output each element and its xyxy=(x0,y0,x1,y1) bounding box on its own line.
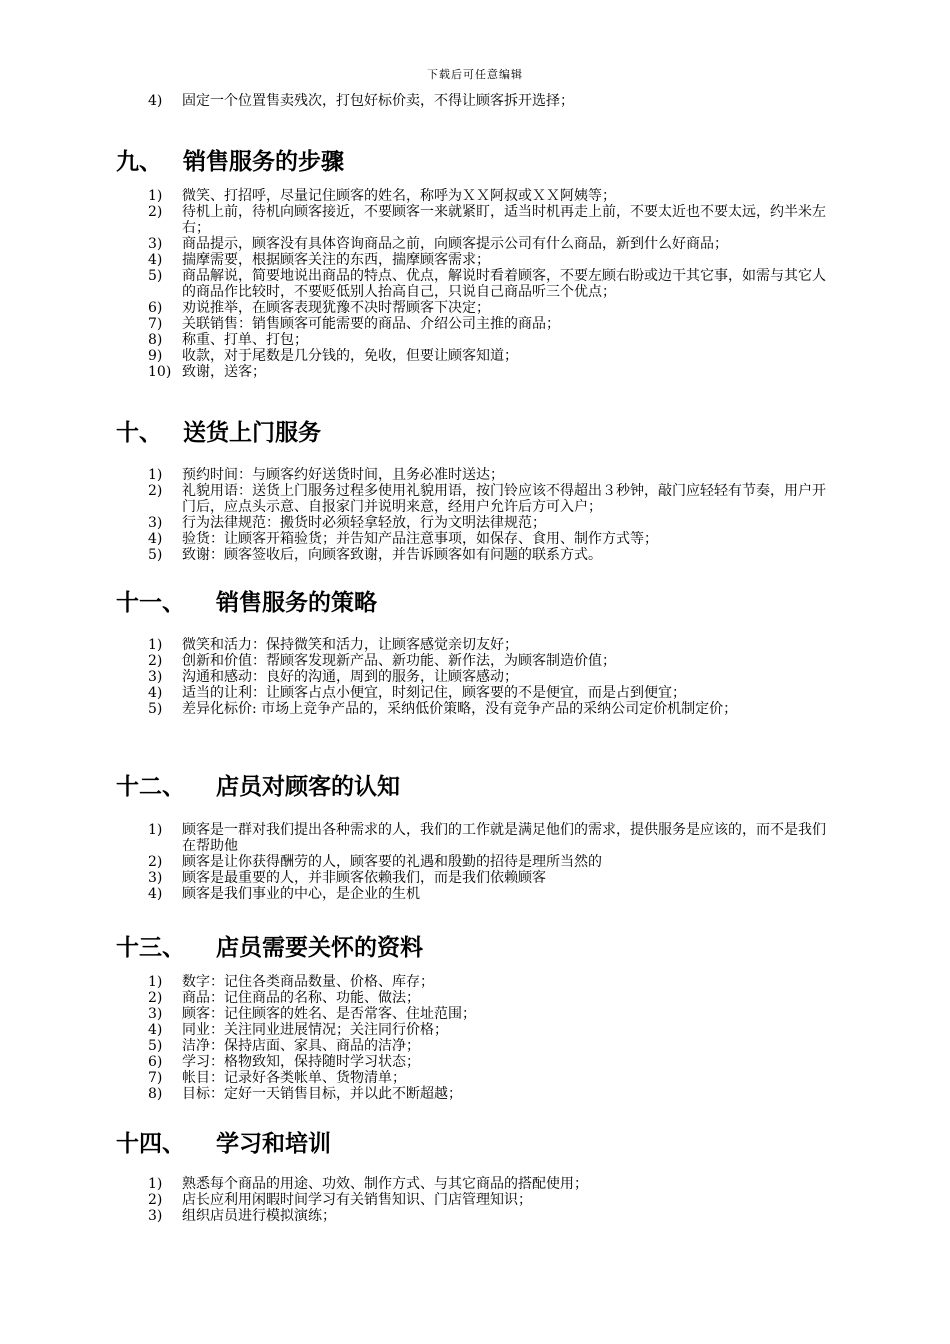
item-number: 4) xyxy=(148,531,163,547)
list-item xyxy=(148,701,838,717)
item-text: 致谢，送客； xyxy=(182,364,266,380)
item-text: 熟悉每个商品的用途、功效、制作方式、与其它商品的搭配使用； xyxy=(182,1176,588,1192)
section-title: 学习和培训 xyxy=(216,1131,331,1157)
list-item xyxy=(148,316,838,332)
item-text: 称重、打单、打包； xyxy=(182,332,308,348)
list-item xyxy=(148,1086,838,1102)
item-text: 关联销售：销售顾客可能需要的商品、介绍公司主推的商品； xyxy=(182,316,560,332)
list-item xyxy=(148,669,838,685)
list-item xyxy=(148,300,838,316)
section-heading xyxy=(116,929,423,962)
item-text: 礼貌用语：送货上门服务过程多使用礼貌用语，按门铃应该不得超出３秒钟，敲门应轻轻有节奏，用户开门后，应点头示意、自报家门并说明来意，经用户允许后方可入户； xyxy=(182,483,826,515)
item-number: 6) xyxy=(148,1054,163,1070)
list-item xyxy=(148,188,838,204)
item-number: 5) xyxy=(148,1038,163,1054)
item-number: 2) xyxy=(148,854,163,870)
item-number: 2) xyxy=(148,483,163,499)
item-text: 固定一个位置售卖残次，打包好标价卖，不得让顾客拆开选择； xyxy=(182,93,574,109)
item-number: 1) xyxy=(148,467,163,483)
list-item xyxy=(148,637,838,653)
item-number: 7) xyxy=(148,316,163,332)
item-text: 洁净：保持店面、家具、商品的洁净； xyxy=(182,1038,420,1054)
section-heading xyxy=(116,143,344,176)
section-heading xyxy=(116,768,400,801)
item-text: 学习：格物致知，保持随时学习状态； xyxy=(182,1054,420,1070)
item-text: 验货：让顾客开箱验货；并告知产品注意事项，如保存、食用、制作方式等； xyxy=(182,531,658,547)
item-text: 商品：记住商品的名称、功能、做法； xyxy=(182,990,420,1006)
item-text: 劝说推举，在顾客表现犹豫不决时帮顾客下决定； xyxy=(182,300,490,316)
item-text: 收款，对于尾数是几分钱的，免收，但要让顾客知道； xyxy=(182,348,518,364)
item-number: 10) xyxy=(148,364,172,380)
section-title: 店员对顾客的认知 xyxy=(216,774,400,800)
item-number: 4) xyxy=(148,252,163,268)
item-number: 1) xyxy=(148,188,163,204)
list-item xyxy=(148,547,838,563)
section-list xyxy=(148,188,838,380)
item-number: 4) xyxy=(148,93,163,109)
item-text: 差异化标价: 市场上竞争产品的，采纳低价策略，没有竞争产品的采纳公司定价机制定价； xyxy=(182,701,738,717)
section-number: 十二、 xyxy=(116,774,185,800)
item-number: 4) xyxy=(148,1022,163,1038)
item-number: 2) xyxy=(148,990,163,1006)
item-text: 致谢：顾客签收后，向顾客致谢，并告诉顾客如有问题的联系方式。 xyxy=(182,547,602,563)
list-item xyxy=(148,990,838,1006)
list-item xyxy=(148,1192,838,1208)
section-title: 销售服务的策略 xyxy=(216,590,377,616)
list-item xyxy=(148,1070,838,1086)
item-number: 5) xyxy=(148,268,163,284)
item-number: 9) xyxy=(148,348,163,364)
item-text: 微笑和活力：保持微笑和活力，让顾客感觉亲切友好； xyxy=(182,637,518,653)
item-text: 帐目：记录好各类帐单、货物清单； xyxy=(182,1070,406,1086)
list-item xyxy=(148,204,838,236)
item-text: 适当的让利：让顾客占点小便宜，时刻记住，顾客要的不是便宜，而是占到便宜； xyxy=(182,685,686,701)
list-item xyxy=(148,348,838,364)
item-text: 顾客是让你获得酬劳的人，顾客要的礼遇和殷勤的招待是理所当然的 xyxy=(182,854,602,870)
section-number: 十三、 xyxy=(116,935,185,961)
item-text: 商品解说，简要地说出商品的特点、优点，解说时看着顾客，不要左顾右盼或边干其它事，如需与其它人的商品作比较时，不要贬低别人抬高自己，只说自己商品听三个优点； xyxy=(182,268,826,300)
list-item xyxy=(148,653,838,669)
item-number: 3) xyxy=(148,515,163,531)
list-item xyxy=(148,1006,838,1022)
list-item xyxy=(148,1022,838,1038)
list-item xyxy=(148,870,838,886)
item-number: 1) xyxy=(148,637,163,653)
list-item xyxy=(148,1208,838,1224)
section-number: 十、 xyxy=(116,420,162,446)
item-number: 7) xyxy=(148,1070,163,1086)
list-item xyxy=(148,1038,838,1054)
item-text: 数字：记住各类商品数量、价格、库存； xyxy=(182,974,434,990)
list-item xyxy=(148,531,838,547)
item-number: 1) xyxy=(148,1176,163,1192)
list-item xyxy=(148,332,838,348)
section-heading xyxy=(116,1125,331,1158)
item-number: 4) xyxy=(148,685,163,701)
list-item xyxy=(148,1176,838,1192)
section-number: 十一、 xyxy=(116,590,185,616)
list-item xyxy=(148,236,838,252)
list-item xyxy=(148,268,838,300)
item-text: 待机上前，待机向顾客接近，不要顾客一来就紧盯，适当时机再走上前，不要太近也不要太远，约半米左右； xyxy=(182,204,826,236)
section-list xyxy=(148,822,838,902)
list-item xyxy=(148,467,838,483)
item-text: 沟通和感动：良好的沟通，周到的服务，让顾客感动； xyxy=(182,669,518,685)
item-number: 8) xyxy=(148,1086,163,1102)
section-list xyxy=(148,974,838,1102)
item-text: 目标：定好一天销售目标，并以此不断超越； xyxy=(182,1086,462,1102)
item-text: 同业：关注同业进展情况；关注同行价格； xyxy=(182,1022,448,1038)
list-item xyxy=(148,515,838,531)
item-number: 4) xyxy=(148,886,163,902)
list-item xyxy=(148,364,838,380)
list-item xyxy=(148,93,838,109)
item-number: 2) xyxy=(148,1192,163,1208)
item-number: 8) xyxy=(148,332,163,348)
list-item xyxy=(148,1054,838,1070)
page-header: 下载后可任意编辑 xyxy=(427,68,523,81)
list-item xyxy=(148,483,838,515)
item-text: 揣摩需要，根据顾客关注的东西，揣摩顾客需求； xyxy=(182,252,490,268)
item-text: 顾客是一群对我们提出各种需求的人，我们的工作就是满足他们的需求，提供服务是应该的，而不是我们在帮助他 xyxy=(182,822,826,854)
item-text: 微笑、打招呼，尽量记住顾客的姓名，称呼为ＸＸ阿叔或ＸＸ阿姨等； xyxy=(182,188,616,204)
item-number: 3) xyxy=(148,236,163,252)
item-number: 6) xyxy=(148,300,163,316)
item-number: 1) xyxy=(148,822,163,838)
item-number: 3) xyxy=(148,1006,163,1022)
item-number: 3) xyxy=(148,1208,163,1224)
list-item xyxy=(148,974,838,990)
item-text: 店长应利用闲暇时间学习有关销售知识、门店管理知识； xyxy=(182,1192,532,1208)
section-title: 送货上门服务 xyxy=(183,420,321,446)
item-text: 行为法律规范：搬货时必须轻拿轻放，行为文明法律规范； xyxy=(182,515,546,531)
item-text: 组织店员进行模拟演练； xyxy=(182,1208,336,1224)
item-text: 顾客是最重要的人，并非顾客依赖我们，而是我们依赖顾客 xyxy=(182,870,546,886)
section-list xyxy=(148,637,838,717)
item-text: 顾客：记住顾客的姓名、是否常客、住址范围； xyxy=(182,1006,476,1022)
item-number: 5) xyxy=(148,547,163,563)
item-text: 商品提示，顾客没有具体咨询商品之前，向顾客提示公司有什么商品，新到什么好商品； xyxy=(182,236,728,252)
item-text: 创新和价值：帮顾客发现新产品、新功能、新作法，为顾客制造价值； xyxy=(182,653,616,669)
item-number: 2) xyxy=(148,204,163,220)
section-number: 九、 xyxy=(116,149,162,175)
item-number: 2) xyxy=(148,653,163,669)
item-number: 1) xyxy=(148,974,163,990)
item-text: 预约时间：与顾客约好送货时间，且务必准时送达； xyxy=(182,467,504,483)
item-number: 5) xyxy=(148,701,163,717)
section-heading xyxy=(116,414,321,447)
section-title: 销售服务的步骤 xyxy=(183,149,344,175)
section-heading xyxy=(116,584,377,617)
section-list xyxy=(148,467,838,563)
list-item xyxy=(148,822,838,854)
intro-list xyxy=(148,93,838,109)
list-item xyxy=(148,252,838,268)
list-item xyxy=(148,886,838,902)
item-number: 3) xyxy=(148,669,163,685)
list-item xyxy=(148,685,838,701)
section-list xyxy=(148,1176,838,1224)
item-number: 3) xyxy=(148,870,163,886)
section-title: 店员需要关怀的资料 xyxy=(216,935,423,961)
section-number: 十四、 xyxy=(116,1131,185,1157)
item-text: 顾客是我们事业的中心，是企业的生机 xyxy=(182,886,420,902)
list-item xyxy=(148,854,838,870)
